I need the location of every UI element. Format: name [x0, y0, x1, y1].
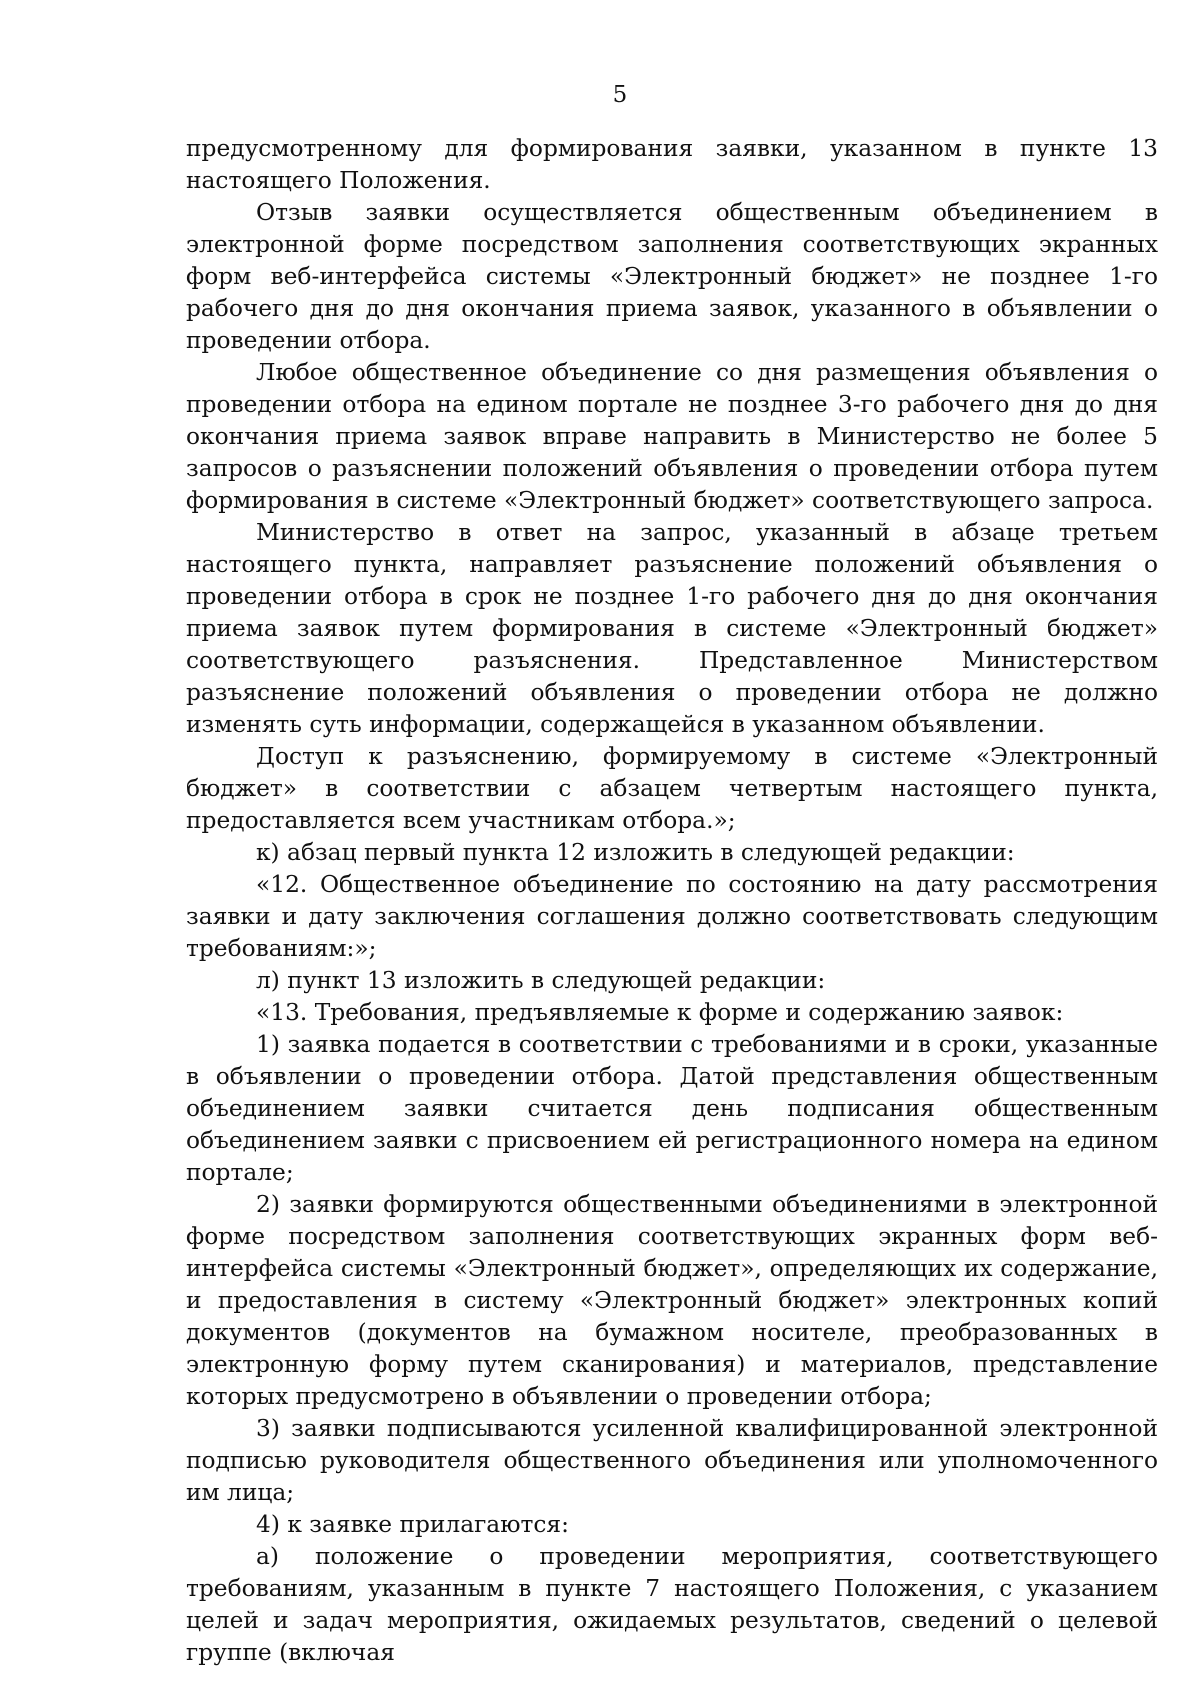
paragraph-requests: Любое общественное объединение со дня размещения объявления о проведении отбора на едином портале не позднее 3-го рабочего дня до дня окончания приема заявок вправе направить в Министерство не более 5 запросов о разъяснении положений объявления о проведении отбора путем формирования в системе «Электронный бюджет» соответствующего запроса. — [186, 359, 1158, 514]
paragraph-subitem-2: 2) заявки формируются общественными объединениями в электронной форме посредством заполнения соответствующих экранных форм веб-интерфейса системы «Электронный бюджет», определяющих их содержание, и предоставления в систему «Электронный бюджет» электронных копий документов (документов на бумажном носителе, преобразованных в электронную форму путем сканирования) и материалов, представление которых предусмотрено в объявлении о проведении отбора; — [186, 1191, 1158, 1410]
paragraph-ministry-response: Министерство в ответ на запрос, указанный в абзаце третьем настоящего пункта, направляет разъяснение положений объявления о проведении отбора в срок не позднее 1-го рабочего дня до дня окончания приема заявок путем формирования в системе «Электронный бюджет» соответствующего разъяснения. Представленное Министерством разъяснение положений объявления о проведении отбора не должно изменять суть информации, содержащейся в указанном объявлении. — [186, 519, 1158, 738]
paragraph-clause-13: «13. Требования, предъявляемые к форме и содержанию заявок: — [256, 999, 1064, 1026]
paragraph-subitem-1: 1) заявка подается в соответствии с требованиями и в сроки, указанные в объявлении о проведении отбора. Датой представления общественным объединением заявки считается день подписания общественным объединением заявки с присвоением ей регистрационного номера на едином портале; — [186, 1031, 1158, 1186]
page-number: 5 — [612, 82, 628, 108]
paragraph-subitem-4: 4) к заявке прилагаются: — [256, 1511, 569, 1538]
paragraph-subitem-3: 3) заявки подписываются усиленной квалифицированной электронной подписью руководителя общественного объединения или уполномоченного им лица; — [186, 1415, 1158, 1506]
paragraph-access: Доступ к разъяснению, формируемому в системе «Электронный бюджет» в соответствии с абзацем четвертым настоящего пункта, предоставляется всем участникам отбора.»; — [186, 743, 1158, 834]
paragraph-withdrawal: Отзыв заявки осуществляется общественным объединением в электронной форме посредством заполнения соответствующих экранных форм веб-интерфейса системы «Электронный бюджет» не позднее 1-го рабочего дня до дня окончания приема заявок, указанного в объявлении о проведении отбора. — [186, 199, 1158, 354]
paragraph-subitem-a: а) положение о проведении мероприятия, соответствующего требованиям, указанным в пункте 7 настоящего Положения, с указанием целей и задач мероприятия, ожидаемых результатов, сведений о целевой группе (включая — [186, 1543, 1158, 1666]
paragraph-clause-12: «12. Общественное объединение по состоянию на дату рассмотрения заявки и дату заключения соглашения должно соответствовать следующим требованиям:»; — [186, 871, 1158, 962]
paragraph-continuation: предусмотренному для формирования заявки, указанном в пункте 13 настоящего Положения. — [186, 135, 1158, 194]
paragraph-item-k: к) абзац первый пункта 12 изложить в следующей редакции: — [256, 839, 1015, 866]
document-body — [186, 133, 1158, 1669]
paragraph-item-l: л) пункт 13 изложить в следующей редакции: — [256, 967, 826, 994]
